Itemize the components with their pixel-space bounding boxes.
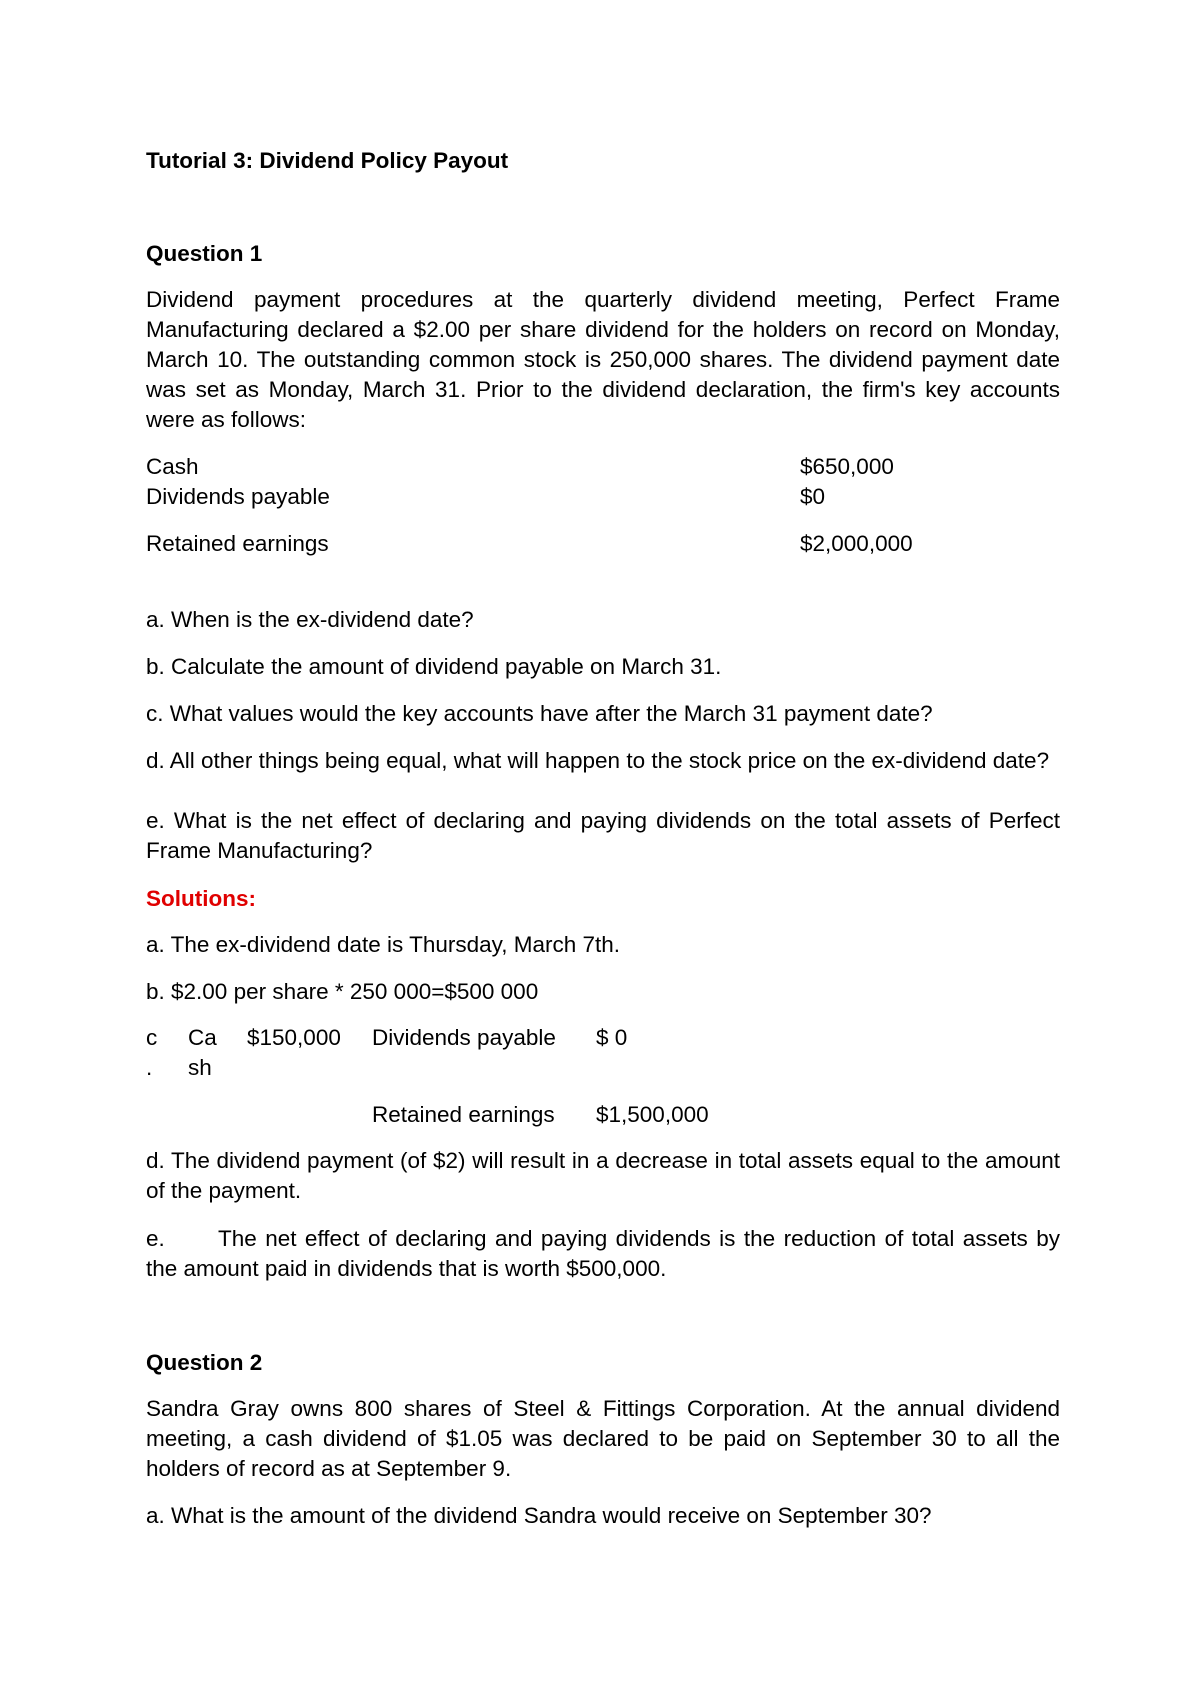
solutions-heading: Solutions: bbox=[146, 886, 256, 911]
question-1-heading: Question 1 bbox=[146, 241, 263, 266]
solution-1c-letter: c bbox=[146, 1025, 158, 1050]
solution-1c-retained-earnings-value: $1,500,000 bbox=[596, 1102, 709, 1127]
question-2-heading: Question 2 bbox=[146, 1350, 263, 1375]
solution-1c-cash-label-part1: Ca bbox=[188, 1025, 217, 1050]
account-retained-earnings-label: Retained earnings bbox=[146, 531, 329, 556]
question-1c: c. What values would the key accounts have after the March 31 payment date? bbox=[146, 701, 933, 726]
question-1b: b. Calculate the amount of dividend payable on March 31. bbox=[146, 654, 722, 679]
account-dividends-payable-label: Dividends payable bbox=[146, 484, 330, 509]
question-1-intro: Dividend payment procedures at the quarterly dividend meeting, Perfect Frame Manufacturing declared a $2.00 per share dividend for the holders on record on Monday, March 10. The outstanding common stock is 250,000 shares. The dividend payment date was set as Monday, March 31. Prior to the dividend declaration, the firm's key accounts were as follows: bbox=[146, 287, 1060, 432]
question-1e: e. What is the net effect of declaring and paying dividends on the total assets of Perfect Frame Manufacturing? bbox=[146, 808, 1060, 863]
solution-1c-retained-earnings-label: Retained earnings bbox=[372, 1102, 555, 1127]
solution-1c-dot: . bbox=[146, 1055, 153, 1080]
solution-1c-cash-label-part2: sh bbox=[188, 1055, 212, 1080]
question-1d: d. All other things being equal, what will happen to the stock price on the ex-dividend date? bbox=[146, 748, 1050, 773]
solution-1a: a. The ex-dividend date is Thursday, March 7th. bbox=[146, 932, 621, 957]
solution-1b: b. $2.00 per share * 250 000=$500 000 bbox=[146, 979, 539, 1004]
solution-1e: The net effect of declaring and paying dividends is the reduction of total assets by the amount paid in dividends that is worth $500,000. bbox=[146, 1226, 1060, 1281]
question-2-intro: Sandra Gray owns 800 shares of Steel & Fittings Corporation. At the annual dividend meeting, a cash dividend of $1.05 was declared to be paid on September 30 to all the holders of record as at September 9. bbox=[146, 1396, 1060, 1481]
account-retained-earnings-value: $2,000,000 bbox=[800, 531, 913, 556]
account-dividends-payable-value: $0 bbox=[800, 484, 826, 509]
solution-1c-cash-value: $150,000 bbox=[247, 1025, 341, 1050]
question-2a: a. What is the amount of the dividend Sandra would receive on September 30? bbox=[146, 1503, 932, 1528]
account-cash-label: Cash bbox=[146, 454, 199, 479]
solution-1c-dividends-payable-value: $ 0 bbox=[596, 1025, 628, 1050]
question-1a: a. When is the ex-dividend date? bbox=[146, 607, 474, 632]
solution-1d: d. The dividend payment (of $2) will result in a decrease in total assets equal to the amount of the payment. bbox=[146, 1148, 1060, 1203]
solution-1e-prefix: e. bbox=[146, 1226, 165, 1251]
page-title: Tutorial 3: Dividend Policy Payout bbox=[146, 148, 509, 173]
account-cash-value: $650,000 bbox=[800, 454, 894, 479]
solution-1c-dividends-payable-label: Dividends payable bbox=[372, 1025, 556, 1050]
